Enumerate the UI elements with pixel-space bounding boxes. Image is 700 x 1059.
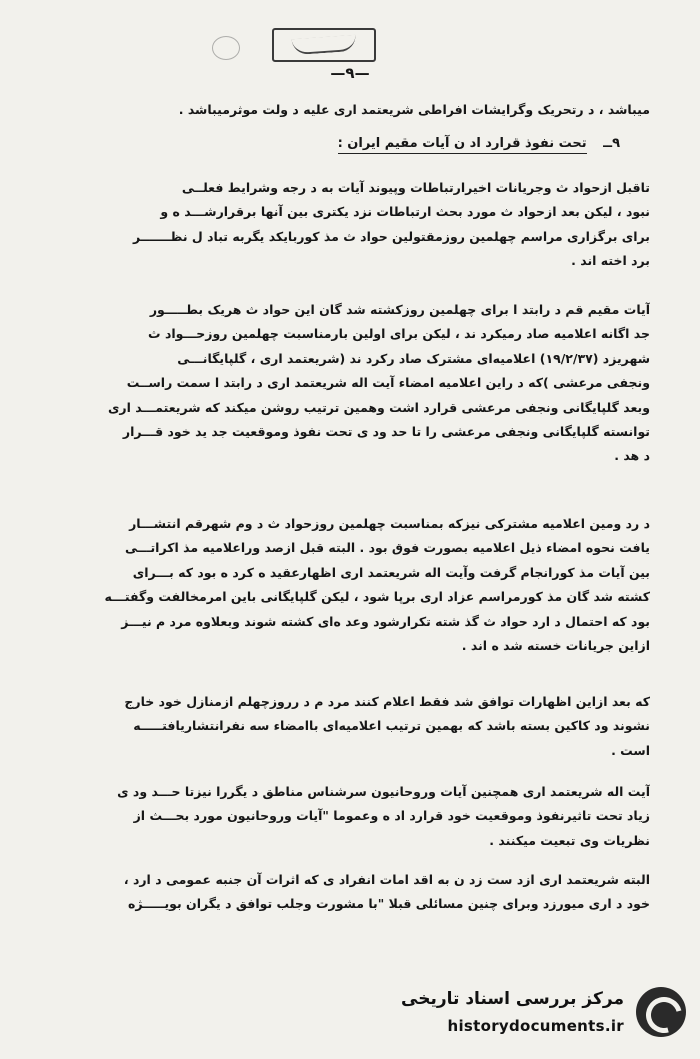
paragraph-line: توانسته گلپایگانی ونجفی مرعشی را تا حد ود ی تحت نفوذ وموقعیت جد ید خود قـــرار xyxy=(122,424,650,440)
paragraph-line: البته شریعتمد اری ازد ست زد ن به اقد امات انفراد ی که اثرات آن جنبه عمومی د ارد ، xyxy=(123,872,650,887)
paragraph-line: وبعد گلپایگانی ونجفی مرعشی قرارد اشت وهمین ترتیب روشن میکند که شریعتمـــد اری xyxy=(107,399,650,415)
paragraph-line: برای برگزاری مراسم چهلمین روزمقتولین حواد ث مذ کوربایکد یگربه تباد ل نظـــــــر xyxy=(132,228,650,244)
intro-line xyxy=(60,98,650,122)
paragraph-line: آیات مقیم قم د رابتد ا برای چهلمین روزکشته شد گان این حواد ث هریک بطـــــور xyxy=(149,302,650,317)
classification-stamp xyxy=(272,28,376,62)
paragraph-line: یافت نحوه امضاء ذیل اعلامیه بصورت فوق بود . البته قبل ازصد وراعلامیه مذ اکراتـــی xyxy=(125,540,650,556)
paragraph-2 xyxy=(60,298,650,469)
paragraph-line: ازاین جریانات خسته شد ه اند . xyxy=(461,638,650,654)
section-title: تحت نفوذ قرارد اد ن آیات مقیم ایران : xyxy=(338,136,587,154)
paragraph-6 xyxy=(60,868,650,917)
paragraph-4 xyxy=(60,690,650,763)
paragraph-line: د رد ومین اعلامیه مشترکی نیزکه بمناسبت چهلمین روزحواد ث د وم شهرقم انتشـــار xyxy=(129,516,650,531)
paragraph-line: برد اخته اند . xyxy=(571,253,650,269)
section-number: ۹ــ xyxy=(603,136,620,151)
paragraph-5 xyxy=(60,780,650,853)
paragraph-line: نشوند ود کاکین بسته باشد که بهمین ترتیب اعلامیه‌ای باامضاء سه نفرانتشاریافتـــــه xyxy=(133,718,650,734)
paragraph-line: زیاد تحت تاثیرنفوذ وموقعیت خود قرارد اد ه وعموما "آیات وروحانیون مورد بحـــث از xyxy=(133,808,650,824)
paragraph-line: تاقبل ازحواد ث وجریانات اخیرارتباطات وپیوند آیات به د رجه وشرایط فعلــی xyxy=(181,180,650,195)
stamp-scrawl xyxy=(292,35,357,55)
paragraph-line: بین آیات مذ کورانجام گرفت وآیت اله شریعتمد اری اظهارعقید ه کرد ه بود که بـــرای xyxy=(132,564,650,580)
paragraph-line: خود د اری میورزد وبرای چنین مسائلی قبلا "با مشورت وجلب توافق د یگران بویـــــژه xyxy=(127,896,650,912)
archive-logo-icon xyxy=(636,987,686,1037)
watermark-url: historydocuments.ir xyxy=(447,1017,624,1035)
paragraph-line: ونجفی مرعشی )که د راین اعلامیه امضاء آیت اله شریعتمد اری د رابتد ا سمت راســت xyxy=(126,375,650,391)
watermark-title: مرکز بررسی اسناد تاریخی xyxy=(401,989,624,1009)
paragraph-1 xyxy=(60,176,650,274)
intro-line-text: میباشد ، د رتحریک وگرایشات افراطی شریعتمد اری علیه د ولت موثرمیباشد . xyxy=(178,102,650,117)
paragraph-line: جد اگانه اعلامیه صاد رمیکرد ند ، لیکن برای اولین بارمناسبت چهلمین روزحـــواد ث xyxy=(148,326,650,342)
seal-mark xyxy=(212,36,240,60)
paragraph-line: کشته شد گان مذ کورمراسم عزاد اری برپا شود ، لیکن گلپایگانی باین امرمخالفت وگفتـــه xyxy=(104,589,650,605)
paragraph-line: نظریات وی تبعیت میکنند . xyxy=(489,832,650,848)
page-number: —۹— xyxy=(330,64,370,82)
paragraph-3 xyxy=(60,512,650,658)
paragraph-line: نبود ، لیکن بعد ازحواد ث مورد بحث ارتباطات نزد یکتری بین آنها برقرارشـــد ه و xyxy=(160,204,650,220)
section-heading xyxy=(338,136,620,151)
paragraph-line: آیت اله شریعتمد اری همچنین آیات وروحانیون سرشناس مناطق د یگررا نیزتا حـــد ود ی xyxy=(117,784,650,799)
paragraph-line: شهریزد (۱۹/۲/۳۷) اعلامیه‌ای مشترک صاد رکرد ند (شریعتمد اری ، گلپایگانـــی xyxy=(177,350,650,366)
archive-watermark xyxy=(396,985,686,1043)
paragraph-line: است . xyxy=(611,742,650,758)
paragraph-line: د هد . xyxy=(614,448,650,464)
paragraph-line: بود که احتمال د ارد حواد ث گذ شته تکرارشود وعد ه‌ای کشته شوند وبعلاوه مرد م نیـــز xyxy=(121,613,650,629)
paragraph-line: که بعد ازاین اظهارات توافق شد فقط اعلام کنند مرد م د رروزچهلم ازمنازل خود خارج xyxy=(124,694,650,709)
